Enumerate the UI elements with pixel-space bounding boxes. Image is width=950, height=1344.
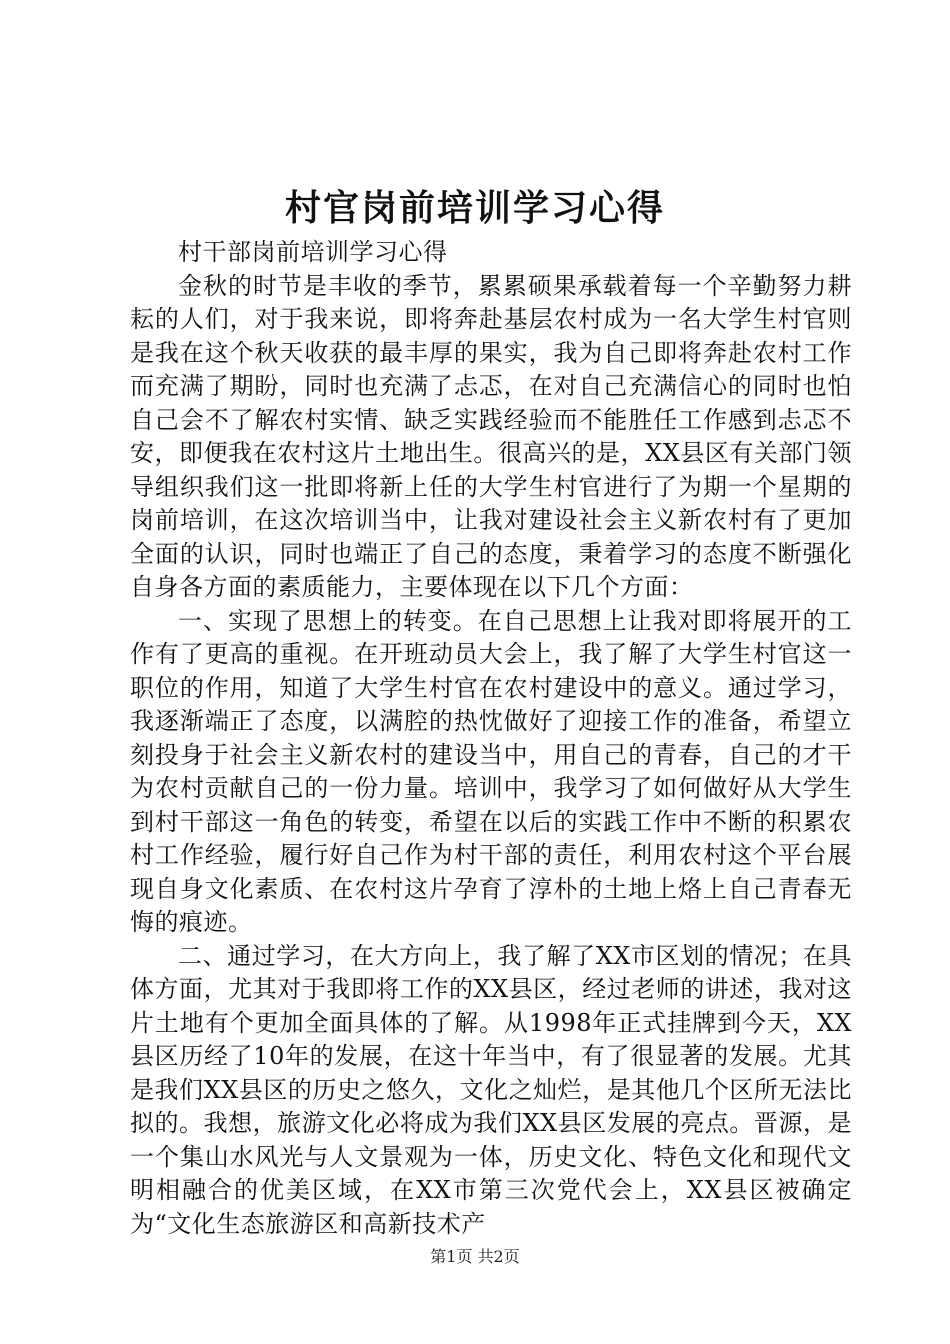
- document-title: 村官岗前培训学习心得: [284, 187, 665, 229]
- body-paragraph-3: 二、通过学习，在大方向上，我了解了XX市区划的情况；在具体方面，尤其对于我即将工作的XX县区，经过老师的讲述，我对这片土地有个更加全面具体的了解。从1998年正式挂牌到今天，XX县区历经了10年的发展，在这十年当中，有了很显著的发展。尤其是我们XX县区的历史之悠久，文化之灿烂，是其他几个区所无法比拟的。我想，旅游文化必将成为我们XX县区发展的亮点。晋源，是一个集山水风光与人文景观为一体，历史文化、特色文化和现代文明相融合的优美区域，在XX市第三次党代会上，XX县区被确定为“文化生态旅游区和高新技术产: [130, 941, 852, 1238]
- document-body: [130, 236, 852, 1241]
- body-paragraph-2: 一、实现了思想上的转变。在自己思想上让我对即将展开的工作有了更高的重视。在开班动员大会上，我了解了大学生村官这一职位的作用，知道了大学生村官在农村建设中的意义。通过学习，我逐渐端正了态度，以满腔的热忱做好了迎接工作的准备，希望立刻投身于社会主义新农村的建设当中，用自己的青春，自己的才干为农村贡献自己的一份力量。培训中，我学习了如何做好从大学生到村干部这一角色的转变，希望在以后的实践工作中不断的积累农村工作经验，履行好自己作为村干部的责任，利用农村这个平台展现自身文化素质、在农村这片孕育了淳朴的土地上烙上自己青春无悔的痕迹。: [130, 606, 852, 936]
- page-number-footer: 第1页 共2页: [430, 1247, 520, 1266]
- document-subtitle: 村干部岗前培训学习心得: [178, 238, 448, 266]
- body-paragraph-1: 金秋的时节是丰收的季节，累累硕果承载着每一个辛勤努力耕耘的人们，对于我来说，即将奔赴基层农村成为一名大学生村官则是我在这个秋天收获的最丰厚的果实，我为自己即将奔赴农村工作而充满了期盼，同时也充满了忐忑，在对自己充满信心的同时也怕自己会不了解农村实情、缺乏实践经验而不能胜任工作感到忐忑不安，即便我在农村这片土地出生。很高兴的是，XX县区有关部门领导组织我们这一批即将新上任的大学生村官进行了为期一个星期的岗前培训，在这次培训当中，让我对建设社会主义新农村有了更加全面的认识，同时也端正了自己的态度，秉着学习的态度不断强化自身各方面的素质能力，主要体现在以下几个方面：: [130, 271, 852, 601]
